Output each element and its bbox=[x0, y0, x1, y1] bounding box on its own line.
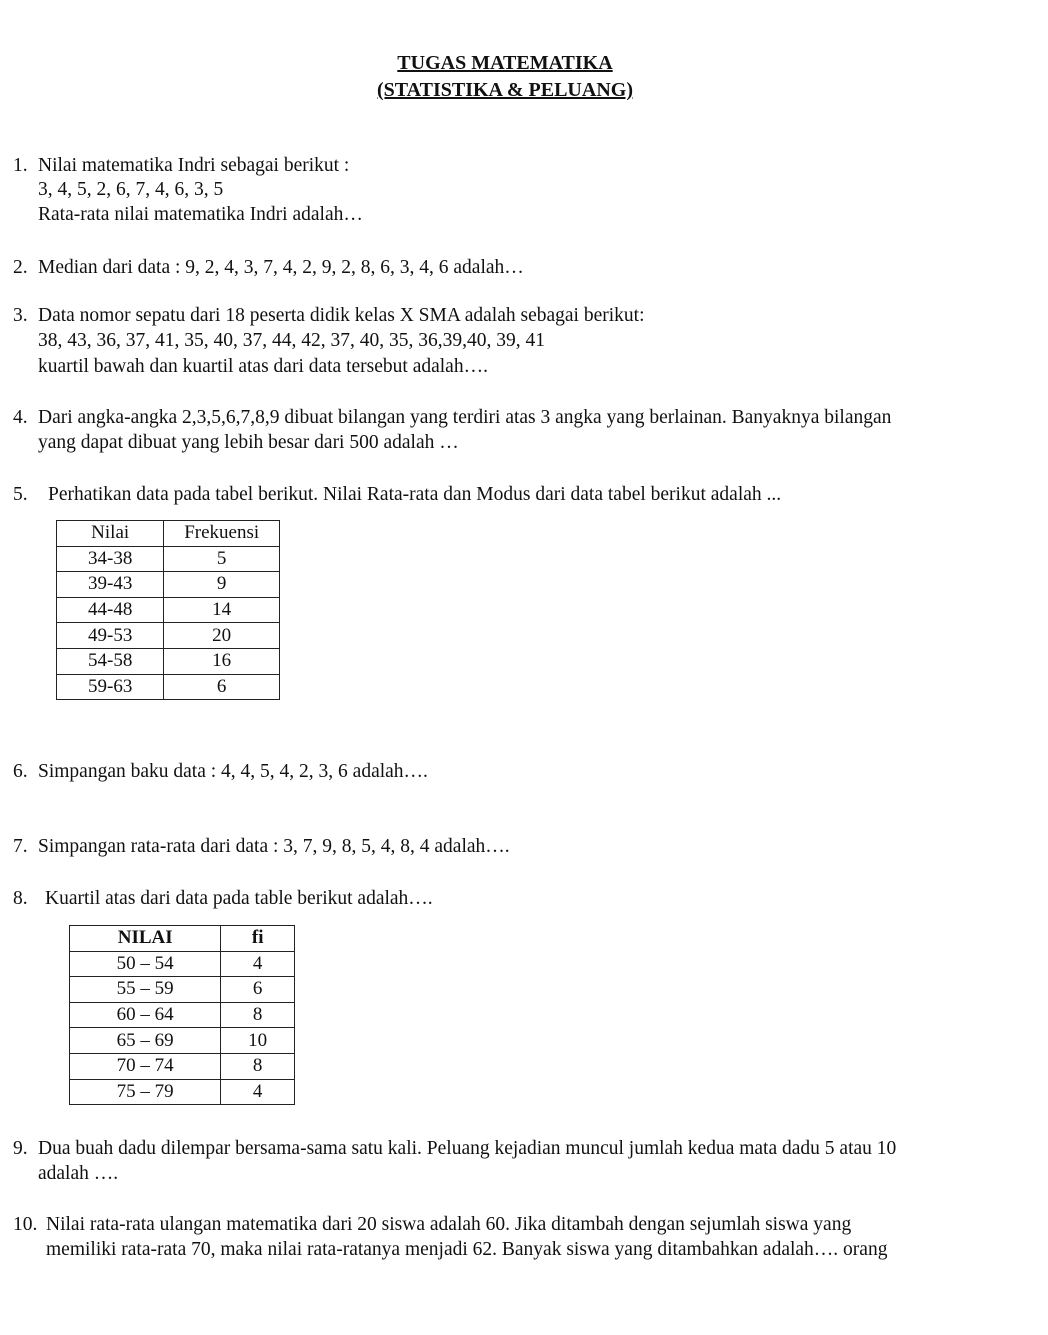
question-10-number: 10. bbox=[13, 1214, 38, 1235]
question-8-number: 8. bbox=[13, 888, 28, 909]
question-4-line-1: Dari angka-angka 2,3,5,6,7,8,9 dibuat bilangan yang terdiri atas 3 angka yang berlainan. Banyaknya bilangan bbox=[38, 407, 892, 428]
table-cell: 55 – 59 bbox=[70, 977, 221, 1003]
table-cell: 75 – 79 bbox=[70, 1079, 221, 1105]
table-cell: 16 bbox=[164, 648, 280, 674]
question-7-number: 7. bbox=[13, 836, 28, 857]
question-2-number: 2. bbox=[13, 257, 28, 278]
question-6-number: 6. bbox=[13, 761, 28, 782]
table-cell: 10 bbox=[221, 1028, 295, 1054]
table-header-cell: NILAI bbox=[70, 926, 221, 952]
table-cell: 34-38 bbox=[57, 546, 164, 572]
table-row bbox=[57, 597, 280, 623]
question-1-line-2: 3, 4, 5, 2, 6, 7, 4, 6, 3, 5 bbox=[38, 179, 224, 200]
question-9-line-2: adalah …. bbox=[38, 1163, 119, 1184]
table-header-row bbox=[70, 926, 295, 952]
table-cell: 4 bbox=[221, 951, 295, 977]
question-4-line-2: yang dapat dibuat yang lebih besar dari 500 adalah … bbox=[38, 432, 459, 453]
table-cell: 65 – 69 bbox=[70, 1028, 221, 1054]
question-1-line-1: Nilai matematika Indri sebagai berikut : bbox=[38, 155, 350, 176]
question-9-line-1: Dua buah dadu dilempar bersama-sama satu kali. Peluang kejadian muncul jumlah kedua mata dadu 5 atau 10 bbox=[38, 1138, 897, 1159]
table-header-cell: Nilai bbox=[57, 521, 164, 547]
table-cell: 6 bbox=[221, 977, 295, 1003]
table-header-row bbox=[57, 521, 280, 547]
table-header-cell: fi bbox=[221, 926, 295, 952]
table-row bbox=[70, 977, 295, 1003]
table-cell: 9 bbox=[164, 572, 280, 598]
table-header-cell: Frekuensi bbox=[164, 521, 280, 547]
question-7-line-1: Simpangan rata-rata dari data : 3, 7, 9, 8, 5, 4, 8, 4 adalah…. bbox=[38, 836, 510, 857]
question-3-line-3: kuartil bawah dan kuartil atas dari data tersebut adalah…. bbox=[38, 356, 488, 377]
table-cell: 60 – 64 bbox=[70, 1002, 221, 1028]
question-3-line-2: 38, 43, 36, 37, 41, 35, 40, 37, 44, 42, 37, 40, 35, 36,39,40, 39, 41 bbox=[38, 330, 545, 351]
table-cell: 44-48 bbox=[57, 597, 164, 623]
table-row bbox=[70, 1079, 295, 1105]
table-row bbox=[57, 674, 280, 700]
frequency-table-2 bbox=[69, 925, 295, 1105]
table-cell: 39-43 bbox=[57, 572, 164, 598]
table-cell: 8 bbox=[221, 1002, 295, 1028]
table-row bbox=[57, 623, 280, 649]
table-row bbox=[57, 546, 280, 572]
table-cell: 5 bbox=[164, 546, 280, 572]
table-cell: 4 bbox=[221, 1079, 295, 1105]
question-1-line-3: Rata-rata nilai matematika Indri adalah… bbox=[38, 204, 363, 225]
document-title: TUGAS MATEMATIKA bbox=[397, 52, 613, 74]
table-cell: 20 bbox=[164, 623, 280, 649]
table-row bbox=[57, 648, 280, 674]
table-cell: 59-63 bbox=[57, 674, 164, 700]
question-4-number: 4. bbox=[13, 407, 28, 428]
question-6-line-1: Simpangan baku data : 4, 4, 5, 4, 2, 3, 6 adalah…. bbox=[38, 761, 428, 782]
table-cell: 14 bbox=[164, 597, 280, 623]
table-cell: 50 – 54 bbox=[70, 951, 221, 977]
question-2-line-1: Median dari data : 9, 2, 4, 3, 7, 4, 2, 9, 2, 8, 6, 3, 4, 6 adalah… bbox=[38, 257, 524, 278]
question-5-number: 5. bbox=[13, 484, 28, 505]
table-row bbox=[70, 951, 295, 977]
frequency-table-1 bbox=[56, 520, 280, 700]
question-9-number: 9. bbox=[13, 1138, 28, 1159]
table-cell: 70 – 74 bbox=[70, 1053, 221, 1079]
question-3-number: 3. bbox=[13, 305, 28, 326]
document-subtitle: (STATISTIKA & PELUANG) bbox=[377, 79, 633, 101]
question-10-line-2: memiliki rata-rata 70, maka nilai rata-ratanya menjadi 62. Banyak siswa yang ditambahkan adalah…. orang bbox=[46, 1239, 888, 1260]
table-cell: 54-58 bbox=[57, 648, 164, 674]
question-3-line-1: Data nomor sepatu dari 18 peserta didik kelas X SMA adalah sebagai berikut: bbox=[38, 305, 645, 326]
table-row bbox=[70, 1028, 295, 1054]
table-cell: 6 bbox=[164, 674, 280, 700]
table-row bbox=[70, 1002, 295, 1028]
table-cell: 8 bbox=[221, 1053, 295, 1079]
table-row bbox=[57, 572, 280, 598]
question-1-number: 1. bbox=[13, 155, 28, 176]
table-cell: 49-53 bbox=[57, 623, 164, 649]
question-5-line-1: Perhatikan data pada tabel berikut. Nilai Rata-rata dan Modus dari data tabel berikut adalah ... bbox=[48, 484, 782, 505]
question-10-line-1: Nilai rata-rata ulangan matematika dari 20 siswa adalah 60. Jika ditambah dengan sejumlah siswa yang bbox=[46, 1214, 852, 1235]
table-row bbox=[70, 1053, 295, 1079]
question-8-line-1: Kuartil atas dari data pada table berikut adalah…. bbox=[45, 888, 433, 909]
